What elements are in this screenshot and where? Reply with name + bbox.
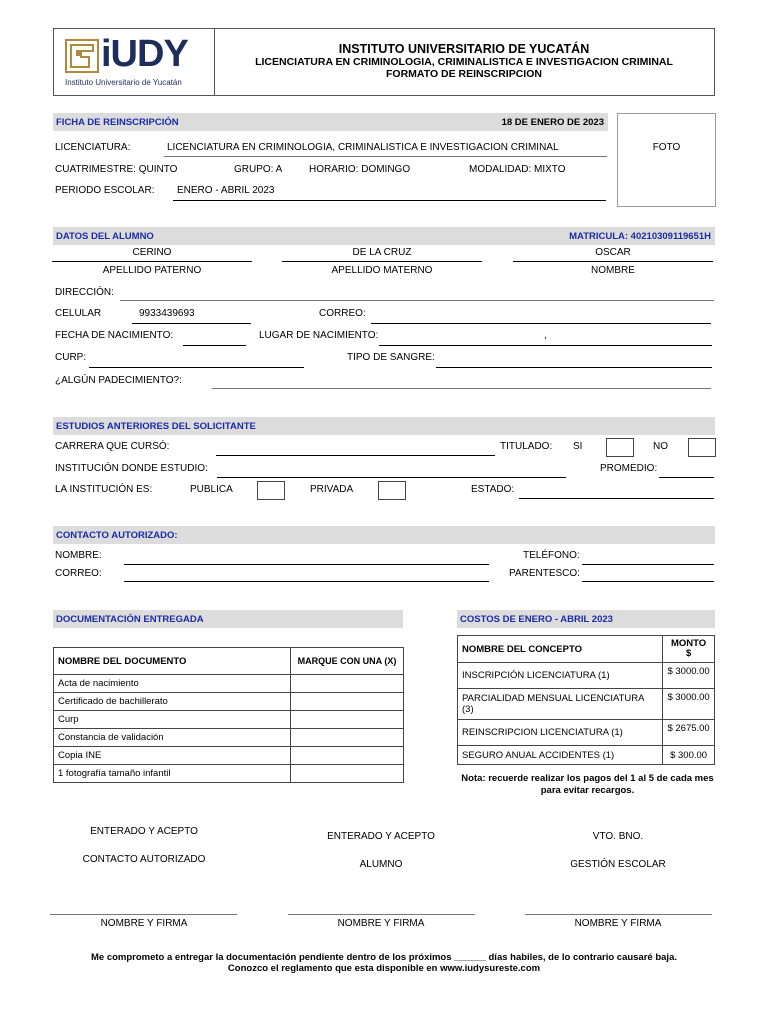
nombre-value[interactable]: OSCAR: [595, 247, 631, 258]
alumno-bar: [53, 227, 715, 245]
doc-mark-cell[interactable]: [291, 729, 404, 747]
table-row: [54, 765, 404, 783]
carrera-line[interactable]: [216, 455, 495, 456]
publica-checkbox[interactable]: [257, 481, 285, 500]
doc-name: Copia INE: [54, 747, 291, 765]
licenciatura-label: LICENCIATURA:: [55, 142, 131, 153]
titulado-no-checkbox[interactable]: [688, 438, 716, 457]
logo-emblem-icon: [65, 39, 99, 73]
correo-line[interactable]: [371, 323, 711, 324]
celular-value[interactable]: 9933439693: [139, 308, 195, 319]
monto: $ 2675.00: [663, 720, 715, 746]
celular-line: [132, 323, 251, 324]
documentacion-bar: [53, 610, 403, 628]
table-row: [54, 693, 404, 711]
firma1-nombre: NOMBRE Y FIRMA: [100, 918, 188, 929]
doc-name: Acta de nacimiento: [54, 675, 291, 693]
privada-label: PRIVADA: [310, 484, 354, 495]
costos-table: [457, 635, 715, 765]
logo-caption: Instituto Universitario de Yucatán: [65, 78, 182, 87]
institucion-label: INSTITUCIÓN DONDE ESTUDIO:: [55, 463, 208, 474]
firma1-bottom: CONTACTO AUTORIZADO: [82, 854, 206, 865]
monto: $ 3000.00: [663, 689, 715, 720]
cuatrimestre: CUATRIMESTRE: QUINTO: [55, 164, 178, 175]
doc-name: Certificado de bachillerato: [54, 693, 291, 711]
table-row: [54, 675, 404, 693]
firma2-nombre: NOMBRE Y FIRMA: [337, 918, 425, 929]
firma3-top: VTO. BNO.: [592, 831, 644, 842]
la-institucion-label: LA INSTITUCIÓN ES:: [55, 484, 153, 495]
firma3-line[interactable]: [525, 914, 712, 915]
table-row: [54, 711, 404, 729]
sangre-label: TIPO DE SANGRE:: [347, 352, 435, 363]
apellido-materno-line: [282, 261, 482, 262]
periodo-value[interactable]: ENERO - ABRIL 2023: [177, 185, 275, 196]
licenciatura-line: [164, 156, 607, 157]
correo-label: CORREO:: [319, 308, 366, 319]
doc-name: 1 fotografía tamaño infantil: [54, 765, 291, 783]
titulado-label: TITULADO:: [500, 441, 553, 452]
doc-mark-cell[interactable]: [291, 693, 404, 711]
promedio-line[interactable]: [659, 477, 714, 478]
institucion-line[interactable]: [217, 477, 566, 478]
titulado-si-checkbox[interactable]: [606, 438, 634, 457]
documentacion-table: [53, 647, 404, 783]
concepto: INSCRIPCIÓN LICENCIATURA (1): [458, 663, 663, 689]
doc-mark-cell[interactable]: [291, 711, 404, 729]
ficha-title: FICHA DE REINSCRIPCIÓN: [56, 117, 179, 128]
contacto-correo-line[interactable]: [124, 581, 489, 582]
contacto-bar: [53, 526, 715, 544]
footer-line1: Me comprometo a entregar la documentación pendiente dentro de los próximos ______ días habiles, de lo contrario causaré baja.: [90, 952, 677, 963]
contacto-nombre-line[interactable]: [124, 564, 489, 565]
fecha-nac-label: FECHA DE NACIMIENTO:: [55, 330, 174, 341]
costos-title: COSTOS DE ENERO - ABRIL 2023: [460, 614, 613, 625]
publica-label: PUBLICA: [190, 484, 233, 495]
estado-label: ESTADO:: [471, 484, 515, 495]
sangre-line[interactable]: [436, 367, 712, 368]
contacto-telefono-line[interactable]: [582, 564, 714, 565]
costos-bar: [457, 610, 715, 628]
photo-box[interactable]: [617, 113, 716, 207]
header-subtitle: LICENCIATURA EN CRIMINOLOGIA, CRIMINALISTICA E INVESTIGACION CRIMINAL: [255, 56, 673, 68]
apellido-materno-value[interactable]: DE LA CRUZ: [352, 247, 412, 258]
horario: HORARIO: DOMINGO: [309, 164, 411, 175]
modalidad: MODALIDAD: MIXTO: [469, 164, 566, 175]
col-monto: MONTO $: [663, 636, 715, 663]
doc-mark-cell[interactable]: [291, 765, 404, 783]
periodo-label: PERIODO ESCOLAR:: [55, 185, 155, 196]
firma3-nombre: NOMBRE Y FIRMA: [574, 918, 662, 929]
estudios-title: ESTUDIOS ANTERIORES DEL SOLICITANTE: [56, 421, 256, 432]
footer-line2: Conozco el reglamento que esta disponible en www.iudysureste.com: [227, 963, 541, 974]
costos-nota: Nota: recuerde realizar los pagos del 1 al 5 de cada mes para evitar recargos.: [461, 773, 714, 796]
monto: $ 300.00: [663, 746, 715, 765]
col-documento: NOMBRE DEL DOCUMENTO: [54, 648, 291, 675]
header-form-name: FORMATO DE REINSCRIPCION: [386, 68, 542, 80]
direccion-line[interactable]: [120, 300, 714, 301]
firma1-line[interactable]: [50, 914, 237, 915]
header-title: INSTITUTO UNIVERSITARIO DE YUCATÁN: [338, 42, 590, 56]
estudios-bar: [53, 417, 715, 435]
promedio-label: PROMEDIO:: [600, 463, 658, 474]
header-box: [53, 28, 715, 96]
firma2-top: ENTERADO Y ACEPTO: [327, 831, 435, 842]
si-label: SI: [573, 441, 583, 452]
nombre-line: [513, 261, 713, 262]
monto: $ 3000.00: [663, 663, 715, 689]
lugar-nac-line[interactable]: [379, 345, 712, 346]
no-label: NO: [653, 441, 668, 452]
doc-mark-cell[interactable]: [291, 675, 404, 693]
matricula: MATRICULA: 40210309119651H: [569, 231, 711, 242]
nombre-label: NOMBRE: [591, 265, 635, 276]
contacto-telefono-label: TELÉFONO:: [523, 550, 580, 561]
padecimiento-label: ¿ALGÚN PADECIMIENTO?:: [55, 375, 182, 386]
licenciatura-value[interactable]: LICENCIATURA EN CRIMINOLOGIA, CRIMINALISTICA E INVESTIGACION CRIMINAL: [167, 142, 559, 153]
logo: [54, 29, 215, 95]
carrera-label: CARRERA QUE CURSÓ:: [55, 441, 170, 452]
ficha-bar: [53, 113, 608, 131]
doc-name: Constancia de validación: [54, 729, 291, 747]
contacto-correo-label: CORREO:: [55, 568, 102, 579]
direccion-label: DIRECCIÓN:: [55, 287, 114, 298]
table-row: [458, 663, 715, 689]
table-row: [458, 720, 715, 746]
celular-label: CELULAR: [55, 308, 102, 319]
apellido-paterno-label: APELLIDO PATERNO: [102, 265, 202, 276]
documentacion-title: DOCUMENTACIÓN ENTREGADA: [56, 614, 204, 625]
padecimiento-line[interactable]: [212, 388, 711, 389]
table-row: [458, 689, 715, 720]
apellido-paterno-value[interactable]: CERINO: [132, 247, 172, 258]
estado-line[interactable]: [519, 498, 714, 499]
firma1-top: ENTERADO Y ACEPTO: [90, 826, 198, 837]
privada-checkbox[interactable]: [378, 481, 406, 500]
photo-label: FOTO: [652, 142, 681, 153]
logo-brand: iUDY: [101, 33, 188, 75]
table-row: [54, 729, 404, 747]
concepto: SEGURO ANUAL ACCIDENTES (1): [458, 746, 663, 765]
ficha-date: 18 DE ENERO DE 2023: [501, 117, 604, 128]
firma2-bottom: ALUMNO: [359, 859, 403, 870]
periodo-line: [173, 200, 606, 201]
lugar-nac-sep: ,: [544, 330, 547, 341]
table-row: [458, 746, 715, 765]
contacto-parentesco-line[interactable]: [582, 581, 714, 582]
contacto-title: CONTACTO AUTORIZADO:: [56, 530, 178, 541]
contacto-nombre-label: NOMBRE:: [55, 550, 102, 561]
curp-label: CURP:: [55, 352, 87, 363]
apellido-paterno-line: [52, 261, 252, 262]
alumno-title: DATOS DEL ALUMNO: [56, 231, 154, 242]
table-row: [54, 747, 404, 765]
contacto-parentesco-label: PARENTESCO:: [509, 568, 580, 579]
firma3-bottom: GESTIÓN ESCOLAR: [570, 859, 666, 870]
concepto: REINSCRIPCION LICENCIATURA (1): [458, 720, 663, 746]
col-marque: MARQUE CON UNA (X): [291, 648, 404, 675]
lugar-nac-label: LUGAR DE NACIMIENTO:: [259, 330, 379, 341]
concepto: PARCIALIDAD MENSUAL LICENCIATURA (3): [458, 689, 663, 720]
curp-line[interactable]: [89, 367, 304, 368]
grupo: GRUPO: A: [234, 164, 283, 175]
col-concepto: NOMBRE DEL CONCEPTO: [458, 636, 663, 663]
doc-mark-cell[interactable]: [291, 747, 404, 765]
apellido-materno-label: APELLIDO MATERNO: [331, 265, 433, 276]
fecha-nac-line[interactable]: [183, 345, 246, 346]
firma2-line[interactable]: [288, 914, 475, 915]
doc-name: Curp: [54, 711, 291, 729]
